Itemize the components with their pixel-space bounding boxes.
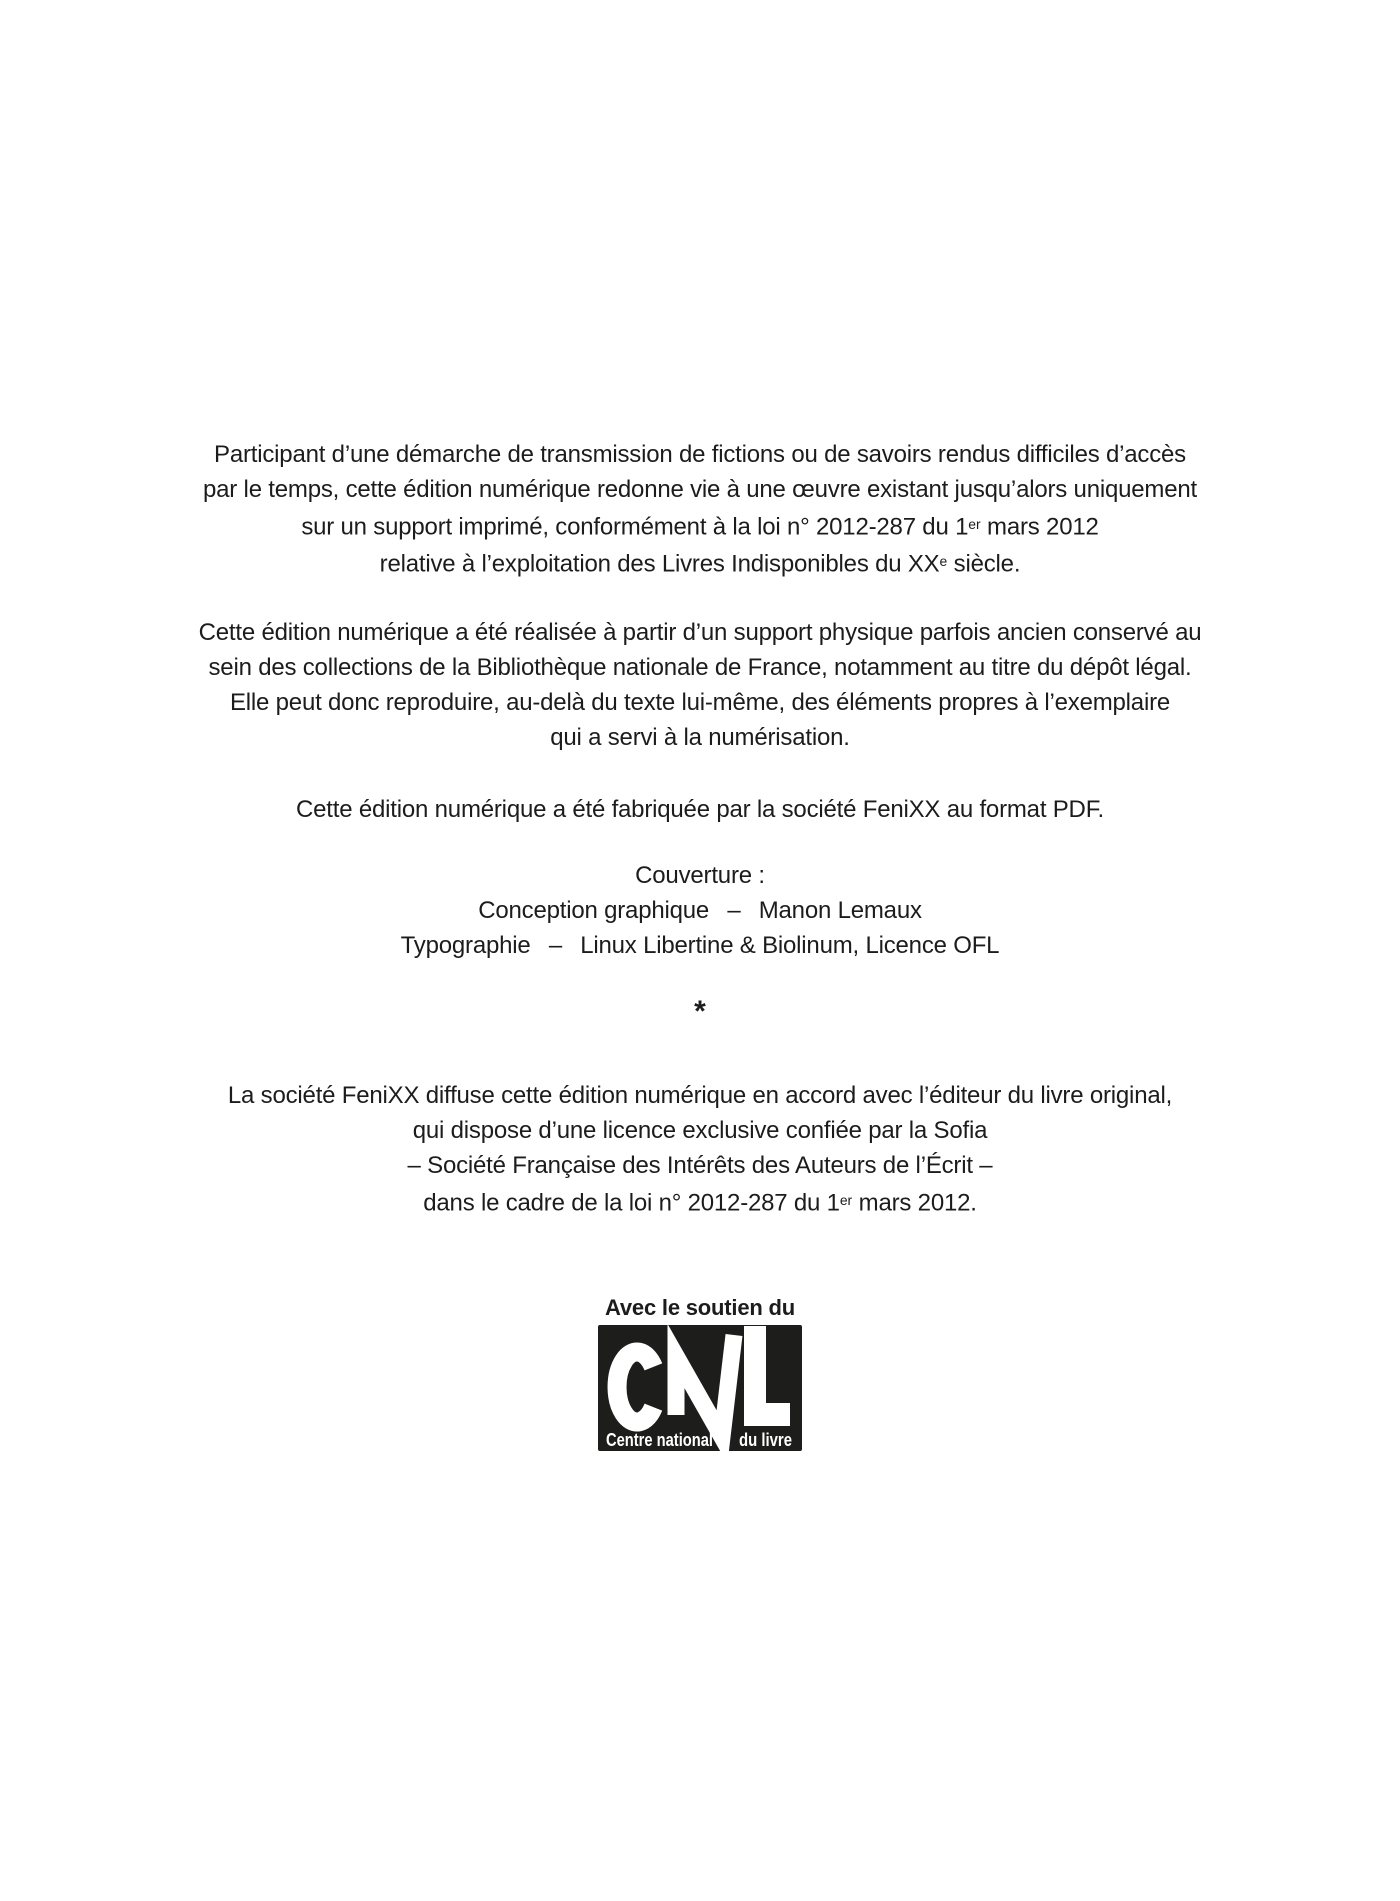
- couverture-typographie: Typographie – Linux Libertine & Biolinum, Licence OFL: [400, 931, 1000, 959]
- text-line: Participant d’une démarche de transmission de fictions ou de savoirs rendus difficiles d’accès: [214, 441, 1186, 468]
- star-separator: *: [694, 994, 706, 1028]
- text-segment: siècle.: [947, 550, 1021, 578]
- cnl-support-text: Avec le soutien du: [605, 1294, 795, 1320]
- text-line: Cette édition numérique a été fabriquée par la société FeniXX au format PDF.: [296, 795, 1104, 823]
- cnl-caption-centre-national: Centre national: [606, 1429, 713, 1450]
- section-couverture: [0, 858, 1400, 963]
- text-line: [0, 1183, 1400, 1220]
- text-line: – Société Française des Intérêts des Auteurs de l’Écrit –: [407, 1151, 993, 1179]
- text-line: [0, 507, 1400, 544]
- cnl-caption-du-livre: du livre: [739, 1429, 792, 1450]
- paragraph-diffusion: [0, 1078, 1400, 1220]
- paragraph-fenixx: [0, 792, 1400, 827]
- text-line: [0, 544, 1400, 581]
- paragraph-transmission: [0, 437, 1400, 582]
- text-segment: sur un support imprimé, conformément à la loi n° 2012-287 du 1: [301, 513, 969, 541]
- text-line: La société FeniXX diffuse cette édition numérique en accord avec l’éditeur du livre original,: [227, 1081, 1173, 1109]
- cnl-logo: [598, 1325, 802, 1451]
- paragraph-bnf: [0, 615, 1400, 755]
- text-segment: dans le cadre de la loi n° 2012-287 du 1: [423, 1188, 840, 1216]
- text-line: Cette édition numérique a été réalisée à partir d’un support physique parfois ancien conservé au: [198, 618, 1202, 646]
- text-line: qui a servi à la numérisation.: [550, 723, 850, 751]
- text-line: par le temps, cette édition numérique redonne vie à une œuvre existant jusqu’alors uniquement: [203, 476, 1197, 503]
- couverture-heading: Couverture :: [635, 861, 765, 889]
- ordinal-superscript: e: [939, 553, 948, 570]
- ordinal-superscript: er: [839, 1191, 853, 1208]
- text-line: Elle peut donc reproduire, au-delà du texte lui-même, des éléments propres à l’exemplaire: [229, 688, 1171, 716]
- text-line: sein des collections de la Bibliothèque nationale de France, notamment au titre du dépôt légal.: [208, 653, 1192, 681]
- text-line: qui dispose d’une licence exclusive confiée par la Sofia: [412, 1116, 988, 1144]
- ordinal-superscript: er: [968, 516, 981, 532]
- text-segment: mars 2012.: [852, 1188, 977, 1216]
- text-segment: relative à l’exploitation des Livres Indisponibles du XX: [379, 550, 940, 578]
- couverture-conception: Conception graphique – Manon Lemaux: [478, 896, 922, 924]
- text-segment: mars 2012: [980, 513, 1099, 541]
